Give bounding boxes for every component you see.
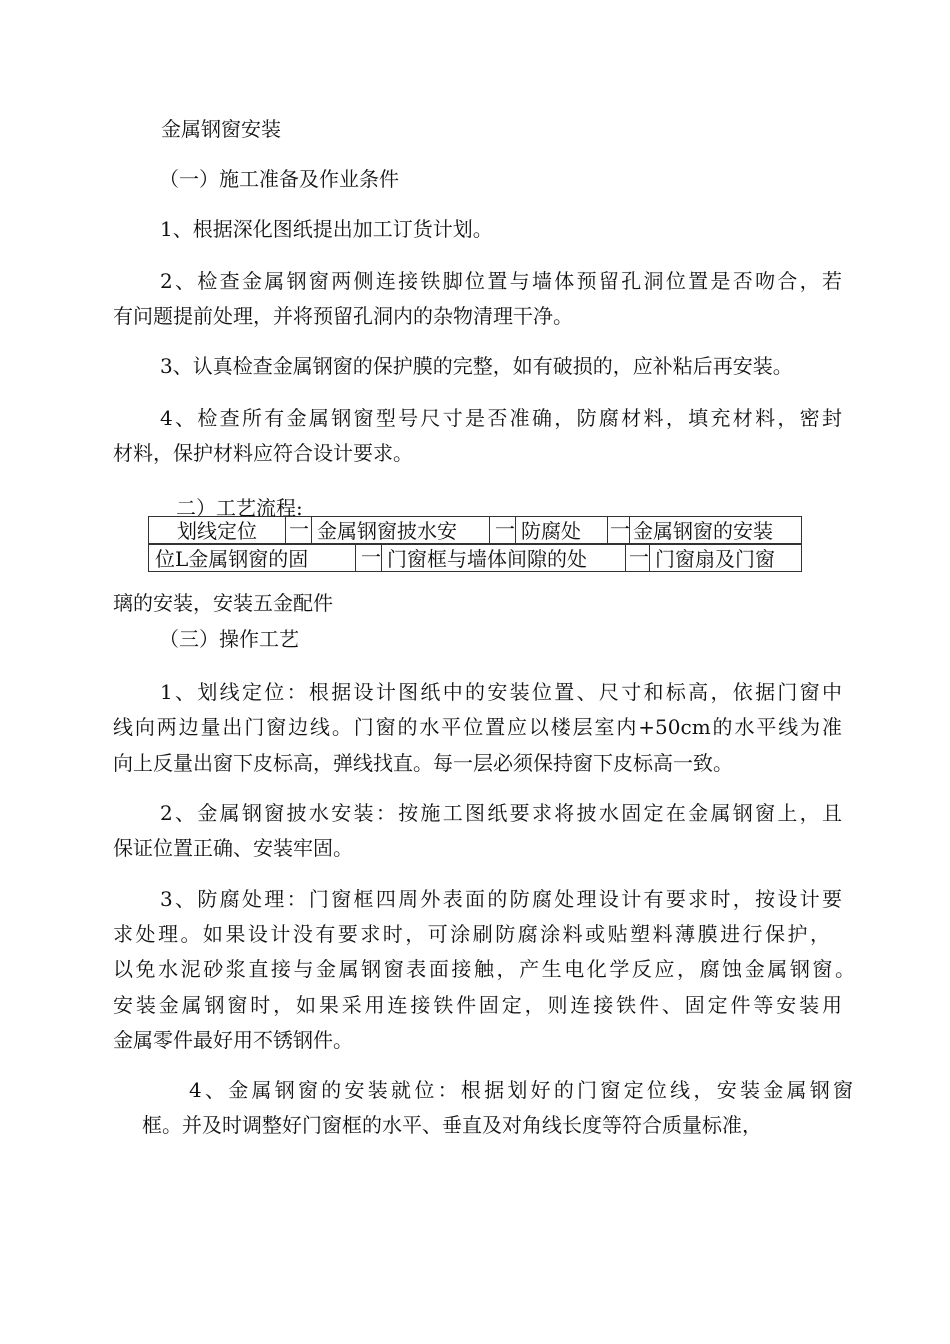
sec1-item-4-line-1: 4、检查所有金属钢窗型号尺寸是否准确，防腐材料，填充材料，密封 [160, 406, 842, 430]
flow-step-gap: 门窗框与墙体间隙的处 [387, 547, 587, 571]
flow-step-fix: 位L金属钢窗的固 [155, 547, 309, 571]
sec3-p1-line-3: 向上反量出窗下皮标高，弹线找直。每一层必须保持窗下皮标高一致。 [113, 751, 733, 775]
flow-arrow-icon: 一 [361, 545, 381, 569]
flow-divider [489, 517, 490, 544]
flow-step-anticorrosion: 防腐处 [521, 519, 581, 543]
sec1-item-3: 3、认真检查金属钢窗的保护膜的完整，如有破损的，应补粘后再安装。 [160, 354, 793, 378]
flow-divider [311, 517, 312, 544]
flow-divider [515, 517, 516, 544]
flow-step-flashing: 金属钢窗披水安 [317, 519, 457, 543]
sec3-p4-line-1: 4、金属钢窗的安装就位：根据划好的门窗定位线，安装金属钢窗 [189, 1078, 853, 1102]
section-1-heading: （一）施工准备及作业条件 [159, 167, 399, 191]
flow-row-1 [148, 516, 802, 544]
sec3-p2-line-1: 2、金属钢窗披水安装：按施工图纸要求将披水固定在金属钢窗上，且 [160, 801, 842, 825]
sec3-p1-line-1: 1、划线定位：根据设计图纸中的安装位置、尺寸和标高，依据门窗中 [160, 680, 842, 704]
flow-arrow-icon: 一 [610, 517, 630, 541]
sec3-p3-line-3: 以免水泥砂浆直接与金属钢窗表面接触，产生电化学反应，腐蚀金属钢窗。 [113, 957, 855, 981]
doc-title: 金属钢窗安装 [161, 117, 281, 141]
sec1-item-4-line-2: 材料，保护材料应符合设计要求。 [113, 441, 413, 465]
flow-arrow-icon: 一 [629, 545, 649, 569]
sec3-p3-line-4: 安装金属钢窗时，如果采用连接铁件固定，则连接铁件、固定件等安装用 [113, 993, 842, 1017]
sec3-p3-line-5: 金属零件最好用不锈钢件。 [113, 1028, 353, 1052]
sec1-item-1: 1、根据深化图纸提出加工订货计划。 [160, 217, 493, 241]
sec3-p4-line-2: 框。并及时调整好门窗框的水平、垂直及对角线长度等符合质量标准， [142, 1113, 762, 1137]
sec3-p3-line-2: 求处理。如果设计没有要求时，可涂刷防腐涂料或贴塑料薄膜进行保护， [113, 922, 830, 946]
flow-arrow-icon: 一 [289, 517, 309, 541]
flow-step-mark-position: 划线定位 [177, 519, 257, 543]
sec3-p2-line-2: 保证位置正确、安装牢固。 [113, 836, 353, 860]
flow-divider [625, 545, 626, 572]
flow-step-sash: 门窗扇及门窗 [655, 547, 775, 571]
flow-divider [285, 517, 286, 544]
flow-divider [607, 517, 608, 544]
flow-tail: 璃的安装，安装五金配件 [113, 591, 333, 615]
flow-divider [355, 545, 356, 572]
sec1-item-2-line-1: 2、检查金属钢窗两侧连接铁脚位置与墙体预留孔洞位置是否吻合，若 [160, 269, 842, 293]
process-flow-table [148, 516, 778, 572]
flow-divider [381, 545, 382, 572]
flow-divider [629, 517, 630, 544]
sec3-p3-line-1: 3、防腐处理：门窗框四周外表面的防腐处理设计有要求时，按设计要 [160, 887, 842, 911]
sec3-p1-line-2: 线向两边量出门窗边线。门窗的水平位置应以楼层室内+50cm的水平线为准 [113, 715, 842, 739]
flow-row-2 [148, 544, 802, 572]
flow-step-install: 金属钢窗的安装 [633, 519, 773, 543]
section-3-heading: （三）操作工艺 [159, 627, 299, 651]
flow-divider [649, 545, 650, 572]
sec1-item-2-line-2: 有问题提前处理，并将预留孔洞内的杂物清理干净。 [113, 304, 573, 328]
flow-arrow-icon: 一 [495, 517, 515, 541]
section-2-heading: 二）工艺流程: [176, 496, 303, 520]
